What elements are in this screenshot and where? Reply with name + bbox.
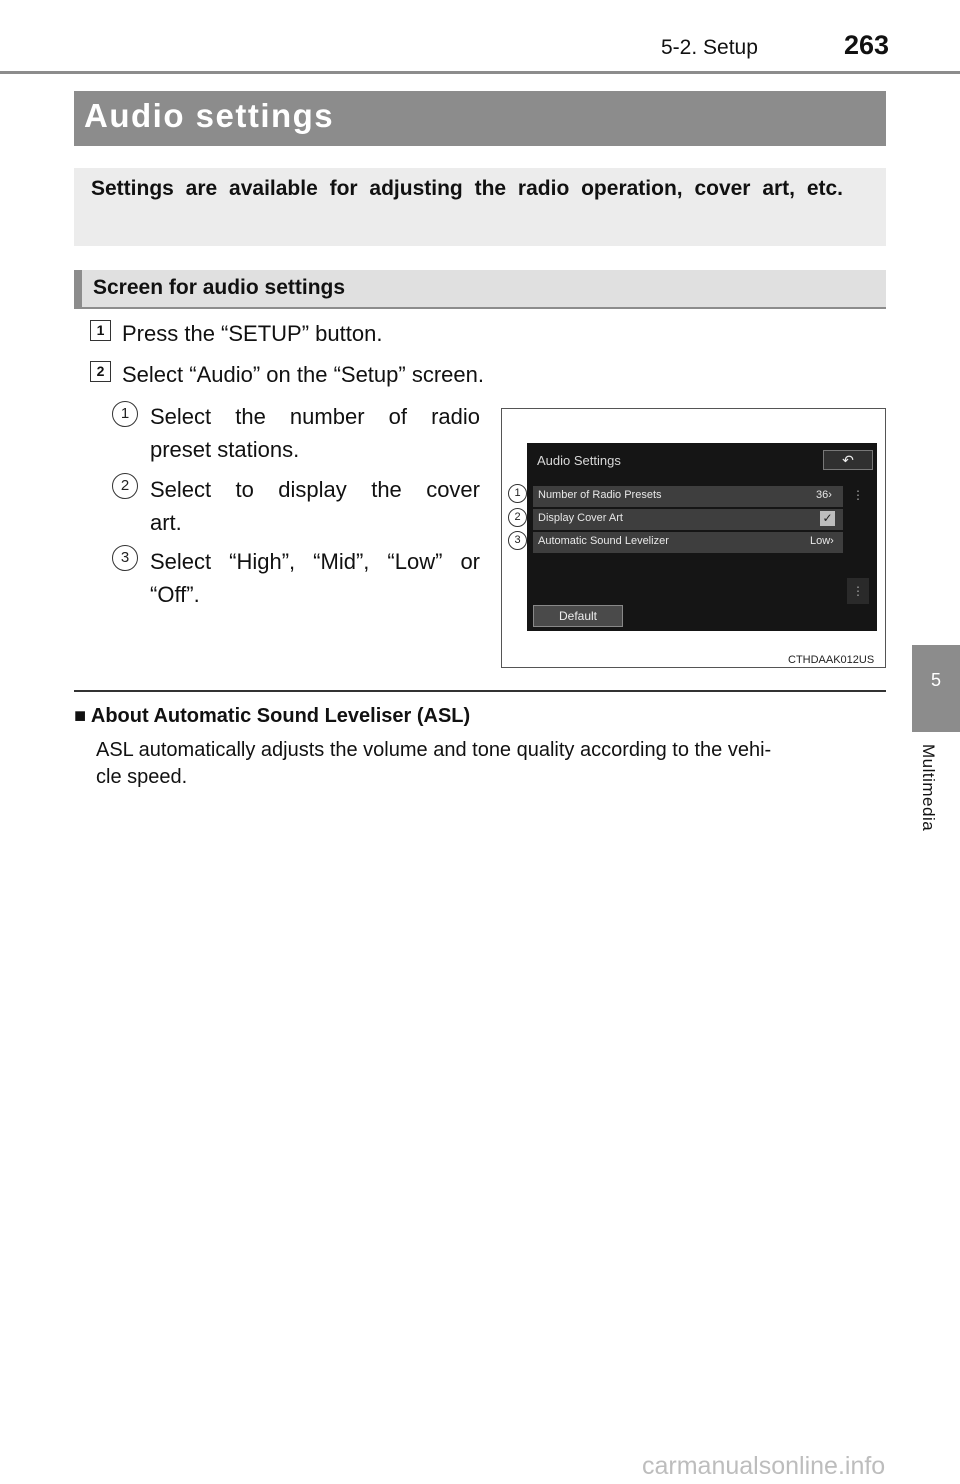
page-number: 263 xyxy=(844,30,890,60)
note-heading: ■ About Automatic Sound Leveliser (ASL) xyxy=(74,705,471,727)
subsection-heading: Screen for audio settings xyxy=(93,276,346,299)
callout-number-2: 2 xyxy=(112,473,138,499)
section-label: 5-2. Setup xyxy=(661,36,758,59)
scroll-down-icon: ⋮ xyxy=(847,578,869,604)
item-2-line2: art. xyxy=(150,510,182,535)
page-title: Audio settings xyxy=(84,97,335,134)
watermark: carmanualsonline.info xyxy=(642,1452,886,1480)
screen-row-value: Low› xyxy=(810,535,834,547)
header-rule xyxy=(0,71,960,74)
item-3-line2: “Off”. xyxy=(150,582,200,607)
back-icon: ↶ xyxy=(823,450,873,470)
screen-row-label: Automatic Sound Levelizer xyxy=(538,535,669,547)
chapter-number: 5 xyxy=(930,670,941,690)
intro-text: Settings are available for adjusting the radio operation, cover art, etc. xyxy=(91,177,844,200)
checkbox-icon: ✓ xyxy=(820,511,835,526)
step-number-2: 2 xyxy=(90,361,111,382)
scroll-up-icon: ⋮ xyxy=(852,488,864,502)
figure-callout-1: 1 xyxy=(508,484,527,503)
step-2-text: Select “Audio” on the “Setup” screen. xyxy=(122,362,484,387)
step-number-1: 1 xyxy=(90,320,111,341)
step-1-text: Press the “SETUP” button. xyxy=(122,321,383,346)
figure-code: CTHDAAK012US xyxy=(788,654,875,666)
screen-title: Audio Settings xyxy=(537,453,621,468)
note-rule xyxy=(74,690,886,692)
chapter-label: Multimedia xyxy=(919,744,938,832)
callout-number-1: 1 xyxy=(112,401,138,427)
figure-callout-2: 2 xyxy=(508,508,527,527)
item-1-line2: preset stations. xyxy=(150,437,300,462)
screen-row-value: 36› xyxy=(816,489,832,501)
figure-callout-3: 3 xyxy=(508,531,527,550)
callout-number-3: 3 xyxy=(112,545,138,571)
screen-row-label: Number of Radio Presets xyxy=(538,489,662,501)
default-button: Default xyxy=(533,605,623,627)
item-2-line1: Select to display the cover xyxy=(150,477,480,502)
note-body xyxy=(96,737,868,791)
note-line-2: cle speed. xyxy=(96,766,188,788)
item-3-line1: Select “High”, “Mid”, “Low” or xyxy=(150,549,480,574)
subsection-rule xyxy=(74,307,886,309)
screen-row-label: Display Cover Art xyxy=(538,512,623,524)
item-1-line1: Select the number of radio xyxy=(150,404,480,429)
note-line-1: ASL automatically adjusts the volume and tone quality according to the vehi- xyxy=(96,739,772,761)
